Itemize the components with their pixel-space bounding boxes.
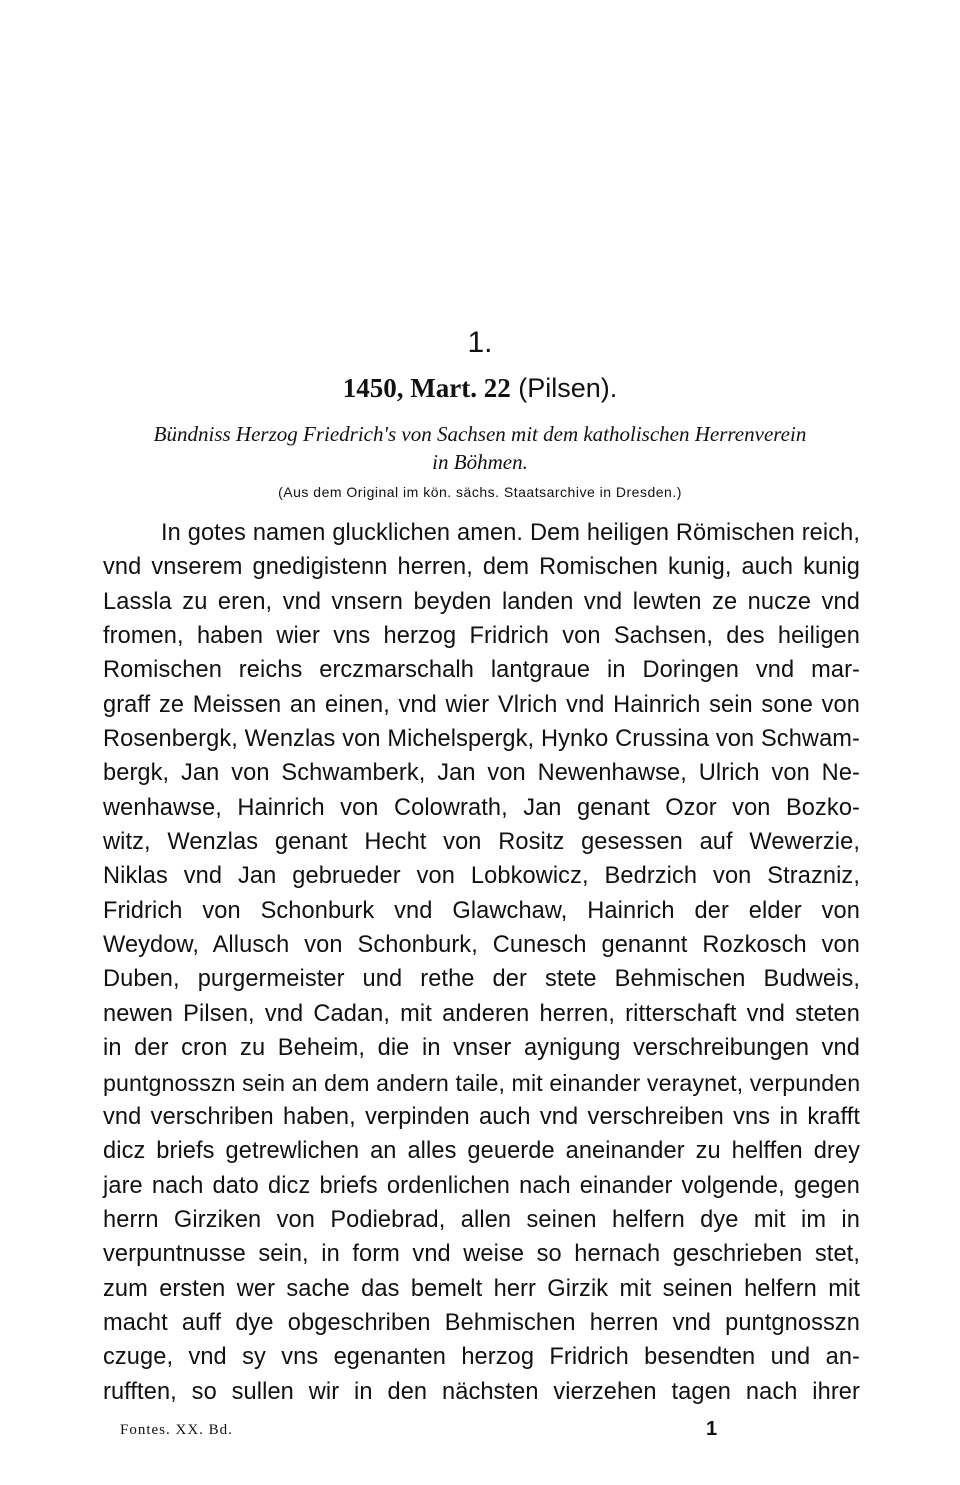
body-line: Niklas vnd Jan gebrueder von Lobkowicz, Bedrzich von Strazniz, [103,863,860,890]
body-line: witz, Wenzlas genant Hecht von Rositz gesessen auf Wewerzie, [103,829,860,856]
body-line: graff ze Meissen an einen, vnd wier Vlrich vnd Hainrich sein sone von [103,691,860,718]
body-line: vnd verschriben haben, verpinden auch vnd verschreiben vns in krafft [103,1103,860,1130]
footer-sheet-number: 1 [706,1418,718,1440]
body-text [103,516,860,1409]
body-line: Romischen reichs erczmarschalh lantgraue in Doringen vnd mar- [103,657,860,684]
body-line: dicz briefs getrewlichen an alles geuerde aneinander zu helffen drey [103,1138,860,1165]
body-line: wenhawse, Hainrich von Colowrath, Jan genant Ozor von Bozko- [103,794,860,821]
place-text: (Pilsen). [518,373,618,403]
body-line: Fridrich von Schonburk vnd Glawchaw, Hainrich der elder von [103,897,860,924]
subtitle-line-2: in Böhmen. [432,450,528,474]
body-line: vnd vnserem gnedigistenn herren, dem Romischen kunig, auch kunig [103,554,860,581]
body-line: Weydow, Allusch von Schonburk, Cunesch genannt Rozkosch von [103,932,860,959]
subtitle-line-1: Bündniss Herzog Friedrich's von Sachsen mit dem katholischen Herrenverein [153,422,807,446]
body-line: macht auff dye obgeschriben Behmischen herren vnd puntgnosszn [103,1309,860,1336]
document-subtitle [90,420,870,476]
body-line: Duben, purgermeister und rethe der stete Behmischen Budweis, [103,966,860,993]
body-line: Rosenbergk, Wenzlas von Michelspergk, Hynko Crussina von Schwam- [103,726,860,753]
footer-signature: Fontes. XX. Bd. [120,1422,233,1438]
body-line: herrn Girziken von Podiebrad, allen seinen helfern dye mit im in [103,1206,860,1233]
body-line: Lassla zu eren, vnd vnsern beyden landen vnd lewten ze nucze vnd [103,588,860,615]
body-line: bergk, Jan von Schwamberk, Jan von Newenhawse, Ulrich von Ne- [103,760,860,787]
date-text: 1450, Mart. 22 [342,373,511,403]
body-line: verpuntnusse sein, in form vnd weise so hernach geschrieben stet, [103,1241,860,1268]
source-note: (Aus dem Original im kön. sächs. Staatsarchive in Dresden.) [278,484,682,500]
body-line: czuge, vnd sy vns egenanten herzog Fridrich besendten und an- [103,1344,860,1371]
body-line: jare nach dato dicz briefs ordenlichen nach einander volgende, gegen [103,1172,860,1199]
body-line: In gotes namen glucklichen amen. Dem heiligen Römischen reich, [161,520,860,546]
body-line: zum ersten wer sache das bemelt herr Girzik mit seinen helfern mit [103,1275,860,1302]
body-line: rufften, so sullen wir in den nächsten vierzehen tagen nach ihrer [103,1378,860,1405]
date-heading [0,372,960,404]
document-number: 1. [467,326,493,359]
body-line: in der cron zu Beheim, die in vnser aynigung verschreibungen vnd [103,1035,860,1062]
body-line: fromen, haben wier vns herzog Fridrich von Sachsen, des heiligen [103,623,860,650]
body-line: puntgnosszn sein an dem andern taile, mit einander veraynet, verpunden [103,1069,861,1096]
body-line: newen Pilsen, vnd Cadan, mit anderen herren, ritterschaft vnd steten [103,1000,860,1027]
